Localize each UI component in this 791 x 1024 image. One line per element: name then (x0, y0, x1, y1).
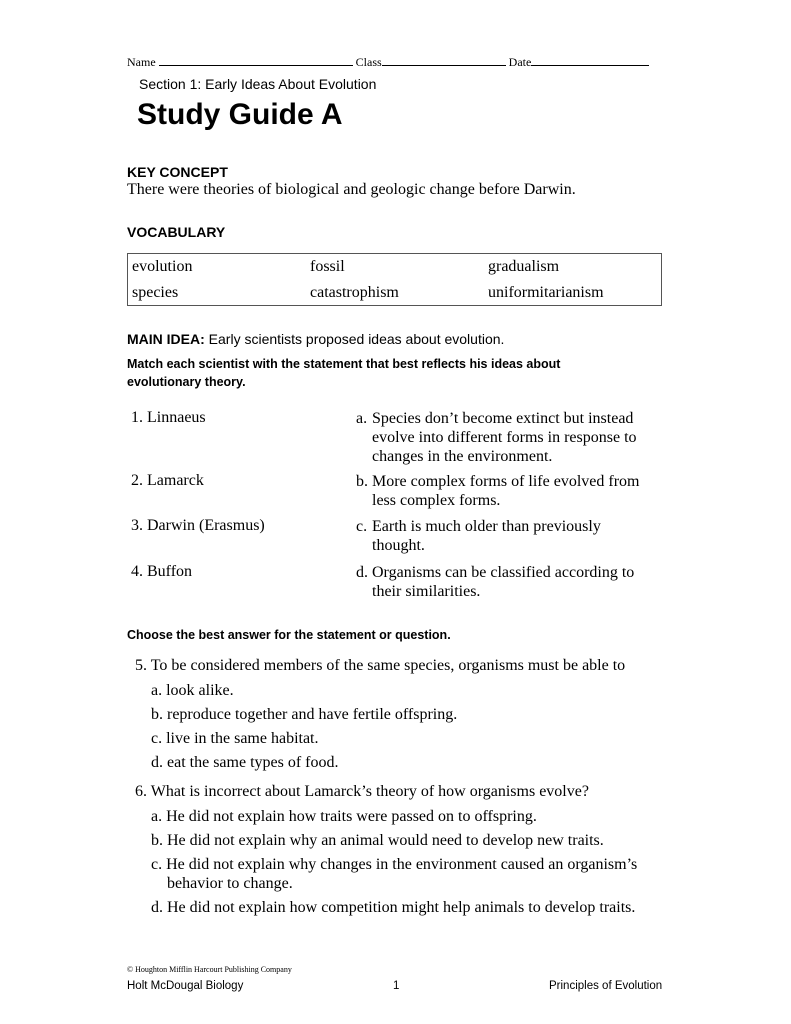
instruction-line: evolutionary theory. (127, 375, 246, 389)
vocabulary-box (127, 253, 662, 306)
vocab-term: fossil (310, 258, 345, 275)
answer-option[interactable]: b. reproduce together and have fertile offspring. (151, 706, 458, 723)
name-field[interactable] (159, 54, 353, 66)
vocab-term: gradualism (488, 258, 560, 275)
question-stem: 5. To be considered members of the same species, organisms must be able to (135, 657, 626, 674)
date-label: Date (508, 55, 532, 69)
vocab-term: catastrophism (310, 284, 399, 301)
scientist-item: 2. Lamarck (131, 472, 204, 489)
footer-book: Holt McDougal Biology (127, 980, 244, 992)
scientist-item: 3. Darwin (Erasmus) (131, 517, 265, 534)
main-idea-label: MAIN IDEA: (127, 331, 205, 347)
footer-copyright: © Houghton Mifflin Harcourt Publishing Company (127, 965, 292, 974)
scientist-item: 4. Buffon (131, 563, 193, 580)
statement-item: c. Earth is much older than previously thought. (356, 518, 601, 554)
answer-option[interactable]: c. He did not explain why changes in the environment caused an organism’s (151, 856, 638, 873)
statement-item: a. Species don’t become extinct but instead evolve into different forms in response to changes in the environment. (356, 410, 637, 465)
vocab-term: uniformitarianism (488, 284, 604, 301)
footer-page-number: 1 (393, 980, 400, 992)
date-field[interactable] (531, 54, 649, 66)
choose-instruction: Choose the best answer for the statement or question. (127, 628, 451, 642)
footer-chapter: Principles of Evolution (549, 980, 663, 992)
match-instruction (127, 355, 560, 391)
question-stem: 6. What is incorrect about Lamarck’s theory of how organisms evolve? (135, 783, 589, 800)
vocab-term: species (132, 284, 179, 301)
answer-option[interactable]: b. He did not explain why an animal would need to develop new traits. (151, 832, 604, 849)
main-idea (127, 331, 504, 347)
main-idea-text: Early scientists proposed ideas about evolution. (208, 331, 505, 347)
key-concept-text: There were theories of biological and geologic change before Darwin. (127, 181, 576, 198)
instruction-line: Match each scientist with the statement that best reflects his ideas about (127, 357, 561, 371)
answer-option[interactable]: c. live in the same habitat. (151, 730, 319, 747)
scientist-item: 1. Linnaeus (131, 409, 206, 426)
header-fields (127, 54, 667, 70)
name-label: Name (127, 55, 156, 69)
answer-option[interactable]: a. look alike. (151, 682, 234, 699)
class-field[interactable] (382, 54, 506, 66)
answer-option[interactable]: d. eat the same types of food. (151, 754, 339, 771)
page-title: Study Guide A (137, 98, 343, 131)
vocabulary-label: VOCABULARY (127, 224, 226, 240)
statement-item: b. More complex forms of life evolved from less complex forms. (356, 473, 640, 509)
answer-option[interactable]: a. He did not explain how traits were passed on to offspring. (151, 808, 537, 825)
section-title: Section 1: Early Ideas About Evolution (139, 76, 377, 92)
statement-item: d. Organisms can be classified according to their similarities. (356, 564, 635, 600)
class-label: Class (355, 55, 382, 69)
vocab-term: evolution (132, 258, 193, 275)
answer-option[interactable]: d. He did not explain how competition might help animals to develop traits. (151, 899, 636, 916)
key-concept-label: KEY CONCEPT (127, 164, 228, 180)
answer-option-continued: behavior to change. (167, 875, 293, 892)
